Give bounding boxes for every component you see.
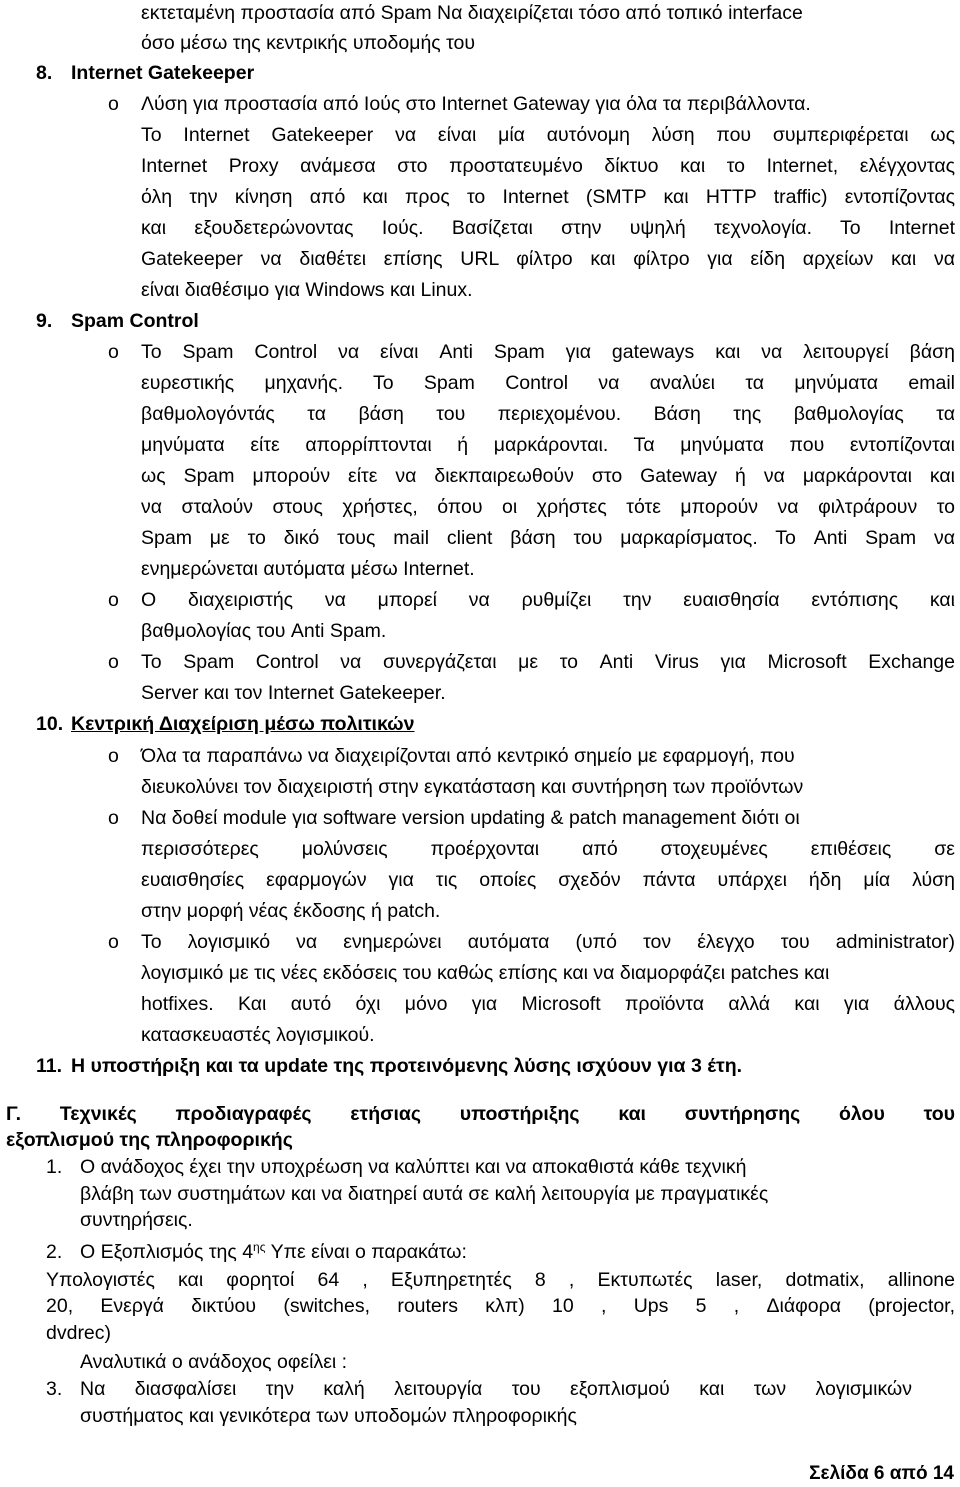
item-10-bullet-3-line: λογισμικό με τις νέες εκδόσεις του καθώς επίσης και να διαμορφάζει patches και xyxy=(141,962,830,984)
bullet-marker: o xyxy=(108,589,119,611)
item-8-para-line: όλη την κίνηση από και προς το Internet (SMTP και HTTP traffic) εντοπίζοντας xyxy=(141,186,955,208)
bullet-marker: o xyxy=(108,341,119,363)
item-8-para-line: Internet Proxy ανάμεσα στο προστατευμένο δίκτυο και το Internet, ελέγχοντας xyxy=(141,155,955,177)
section-g-heading-line-2: εξοπλισμού της πληροφορικής xyxy=(6,1129,293,1151)
item-9-bullet-2-line: Ο διαχειριστής να μπορεί να ρυθμίζει την ευαισθησία εντόπισης και xyxy=(141,589,955,611)
item-8-para-line: Το Internet Gatekeeper να είναι μία αυτόνομη λύση που συμπεριφέρεται ως xyxy=(141,124,955,146)
item-10-bullet-2-line: περισσότερες μολύνσεις προέρχονται από στοχευμένες επιθέσεις σε xyxy=(141,838,955,860)
item-9-bullet-3-line: Server και τον Internet Gatekeeper. xyxy=(141,682,446,704)
section-g-item-2-sup: ης xyxy=(253,1240,266,1254)
item-10-bullet-3-line: Το λογισμικό να ενημερώνει αυτόματα (υπό τον έλεγχο του administrator) xyxy=(141,931,955,953)
item-8-number: 8. xyxy=(36,62,53,84)
item-9-bullet-1-line: ευρεστικής μηχανής. Το Spam Control να αναλύει τα μηνύματα email xyxy=(141,372,955,394)
item-9-title: Spam Control xyxy=(71,310,199,332)
item-11-title: Η υποστήριξη και τα update της προτεινόμενης λύσης ισχύουν για 3 έτη. xyxy=(71,1055,743,1077)
item-10-bullet-1-line: Όλα τα παραπάνω να διαχειρίζονται από κεντρικό σημείο με εφαρμογή, που xyxy=(141,745,795,767)
item-9-bullet-1-line: ενημερώνεται αυτόματα μέσω Internet. xyxy=(141,558,475,580)
item-9-bullet-1-line: να σταλούν στους χρήστες, όπου οι χρήστες τότε μπορούν να φιλτράρουν το xyxy=(141,496,955,518)
analytic-line: Αναλυτικά ο ανάδοχος οφείλει : xyxy=(80,1351,348,1373)
section-g-item-2-text-before: Ο Εξοπλισμός της 4 xyxy=(80,1241,254,1263)
item-10-bullet-2-line: Να δοθεί module για software version updating & patch management διότι οι xyxy=(141,807,800,829)
item-8-bullet-1: Λύση για προστασία από Ιούς στο Internet Gateway για όλα τα περιβάλλοντα. xyxy=(141,93,811,115)
section-g-item-2-number: 2. xyxy=(46,1241,63,1263)
equipment-line: dvdrec) xyxy=(46,1322,112,1344)
bullet-marker: o xyxy=(108,651,119,673)
intro-line-2: όσο μέσω της κεντρικής υποδομής του xyxy=(141,32,476,54)
item-8-para-line: είναι διαθέσιμο για Windows και Linux. xyxy=(141,279,473,301)
bullet-marker: o xyxy=(108,93,119,115)
item-10-bullet-3-line: hotfixes. Και αυτό όχι μόνο για Microsoft προϊόντα αλλά και για άλλους xyxy=(141,993,955,1015)
section-g-item-3-line: συστήματος και γενικότερα των υποδομών πληροφορικής xyxy=(80,1405,577,1427)
item-9-bullet-1-line: Το Spam Control να είναι Anti Spam για gateways και να λειτουργεί βάση xyxy=(141,341,955,363)
section-g-item-1-line: συντηρήσεις. xyxy=(80,1209,193,1231)
item-10-number: 10. xyxy=(36,713,64,735)
item-8-title: Internet Gatekeeper xyxy=(71,62,255,84)
item-10-bullet-2-line: ευαισθησίες εφαρμογών για τις οποίες σχεδόν πάντα υπάρχει ήδη μία λύση xyxy=(141,869,955,891)
page-number: Σελίδα 6 από 14 xyxy=(809,1463,954,1484)
item-9-bullet-1-line: μηνύματα είτε απορρίπτονται ή μαρκάρονται. Τα μηνύματα που εντοπίζονται xyxy=(141,434,955,456)
item-11-number: 11. xyxy=(36,1055,63,1077)
intro-line-1: εκτεταμένη προστασία από Spam Να διαχειρίζεται τόσο από τοπικό interface xyxy=(141,2,803,24)
item-10-bullet-1-line: διευκολύνει τον διαχειριστή στην εγκατάσταση και συντήρηση των προϊόντων xyxy=(141,776,804,798)
item-9-bullet-1-line: βαθμολογόντάς τα βάση του περιεχομένου. Βάση της βαθμολογίας τα xyxy=(141,403,955,425)
section-g-heading: Γ. Τεχνικές προδιαγραφές ετήσιας υποστήριξης και συντήρησης όλου του xyxy=(6,1103,955,1125)
item-9-bullet-1-line: ως Spam μπορούν είτε να διεκπαιρεωθούν στο Gateway ή να μαρκάρονται και xyxy=(141,465,955,487)
section-g-item-1-number: 1. xyxy=(46,1156,63,1178)
item-10-bullet-2-line: στην μορφή νέας έκδοσης ή patch. xyxy=(141,900,441,922)
item-8-para-line: Gatekeeper να διαθέτει επίσης URL φίλτρο και φίλτρο για είδη αρχείων και να xyxy=(141,248,955,270)
bullet-marker: o xyxy=(108,931,119,953)
section-g-item-2-text-after: Υπε είναι ο παρακάτω: xyxy=(265,1241,467,1263)
section-g-item-1-line: Ο ανάδοχος έχει την υποχρέωση να καλύπτει και να αποκαθιστά κάθε τεχνική xyxy=(80,1156,747,1178)
section-g-item-3-number: 3. xyxy=(46,1378,63,1400)
section-g-item-1-line: βλάβη των συστημάτων και να διατηρεί αυτά σε καλή λειτουργία με πραγματικές xyxy=(80,1183,769,1205)
section-g-item-3-line: Να διασφαλίσει την καλή λειτουργία του εξοπλισμού και των λογισμικών xyxy=(80,1378,912,1400)
item-10-bullet-3-line: κατασκευαστές λογισμικού. xyxy=(141,1024,375,1046)
item-9-bullet-1-line: Spam με το δικό τους mail client βάση του μαρκαρίσματος. Το Anti Spam να xyxy=(141,527,955,549)
item-10-title: Κεντρική Διαχείριση μέσω πολιτικών xyxy=(71,713,415,735)
item-9-bullet-3-line: Το Spam Control να συνεργάζεται με το Anti Virus για Microsoft Exchange xyxy=(141,651,955,673)
item-9-bullet-2-line: βαθμολογίας του Anti Spam. xyxy=(141,620,387,642)
equipment-line: 20, Ενεργά δικτύου (switches, routers κλπ) 10 , Ups 5 , Διάφορα (projector, xyxy=(46,1295,955,1317)
item-8-para-line: και εξουδετερώνοντας Ιούς. Βασίζεται στην υψηλή τεχνολογία. Το Internet xyxy=(141,217,955,239)
equipment-line: Υπολογιστές και φορητοί 64 , Εξυπηρετητές 8 , Εκτυπωτές laser, dotmatix, allinone xyxy=(46,1269,955,1291)
bullet-marker: o xyxy=(108,807,119,829)
item-9-number: 9. xyxy=(36,310,53,332)
section-g-item-2-text xyxy=(80,1240,467,1264)
bullet-marker: o xyxy=(108,745,119,767)
